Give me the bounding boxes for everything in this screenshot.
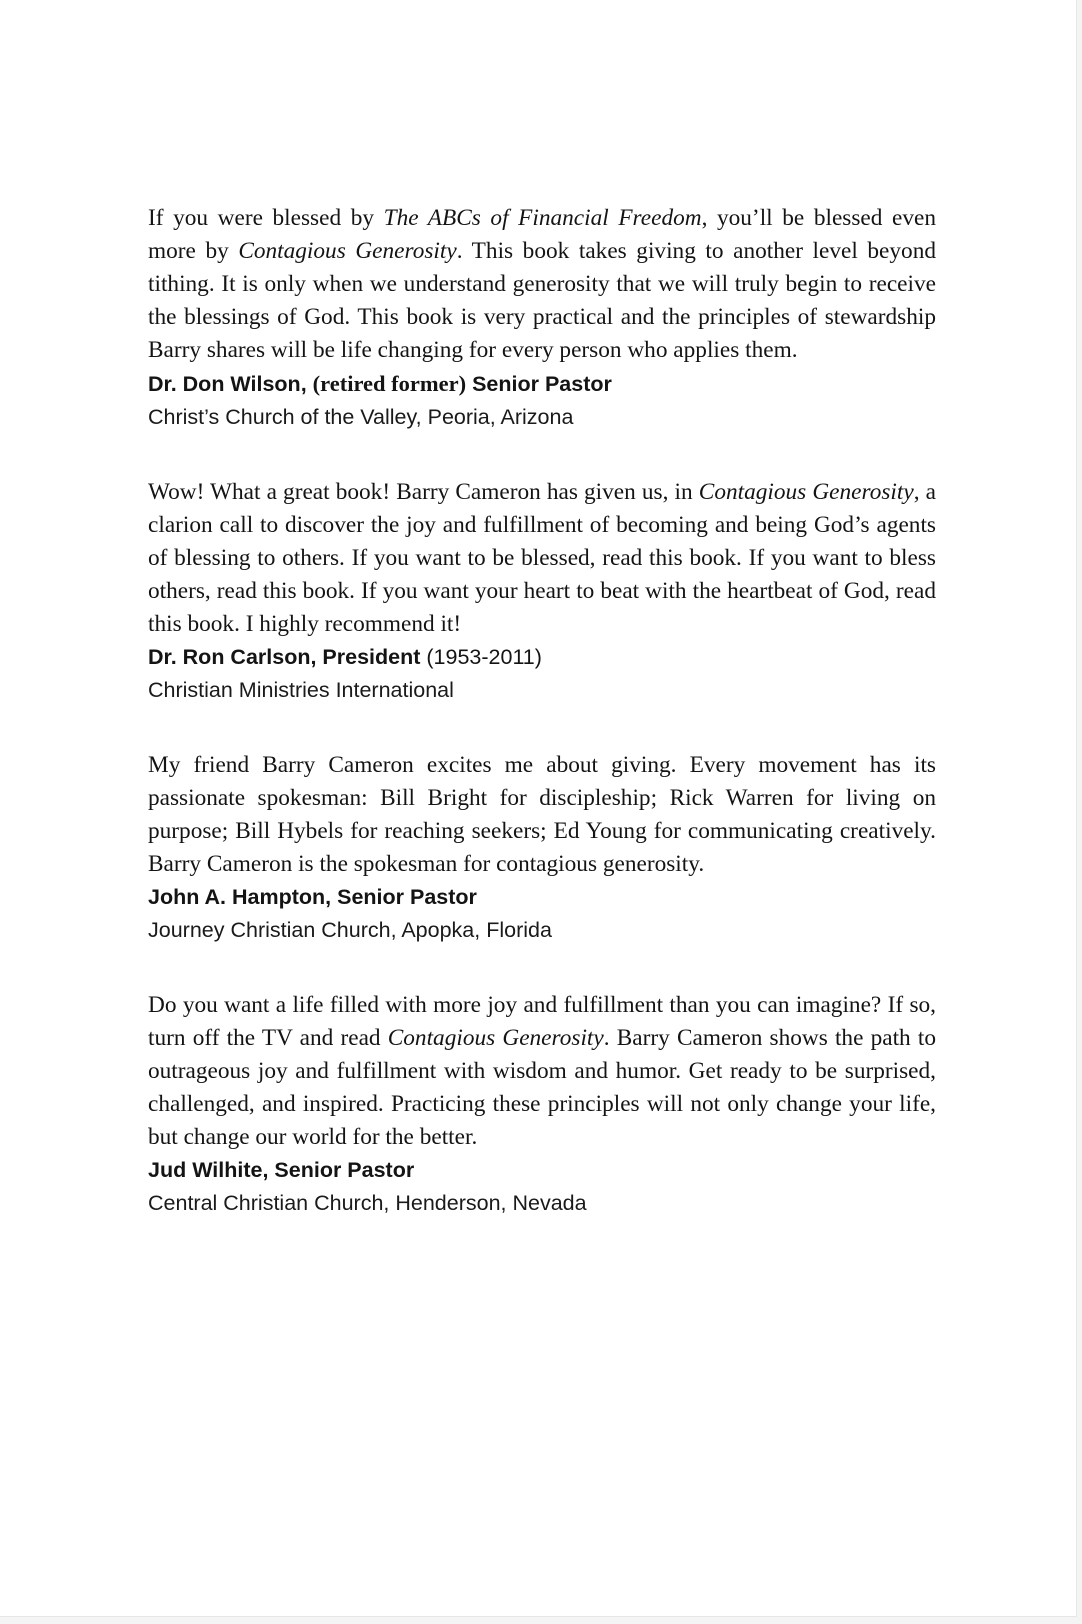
endorsement-hampton (148, 749, 936, 947)
endorsement-quote: My friend Barry Cameron excites me about giving. Every movement has its passionate spokesman: Bill Bright for discipleship; Rick Warren for living on purpose; Bill Hybels for reaching seekers; Ed Young for communicating creatively. Barry Cameron is the spokesman for contagious generosity. (148, 752, 936, 877)
endorser-organization: Christian Ministries International (148, 678, 454, 702)
book-title-abcs: The ABCs of Financial Freedom (383, 205, 702, 231)
endorser-name: John A. Hampton, Senior Pastor (148, 885, 477, 909)
book-title: Contagious Generosity (698, 479, 914, 505)
endorsements-list (148, 202, 936, 1262)
endorsement-wilson (148, 202, 936, 434)
endorser-organization: Christ’s Church of the Valley, Peoria, Arizona (148, 405, 574, 429)
endorsement-wilhite (148, 989, 936, 1220)
endorser-name: Dr. Ron Carlson, President (1953-2011) (148, 645, 542, 669)
endorser-name: Dr. Don Wilson, (retired former) Senior Pastor (148, 371, 612, 396)
endorser-name: Jud Wilhite, Senior Pastor (148, 1158, 415, 1182)
endorsement-quote: Do you want a life filled with more joy and fulfillment than you can imagine? If so, turn off the TV and read Contagious Generosity. Barry Cameron shows the path to outrageous joy and fulfillment with wisdom and humor. Get ready to be surprised, challenged, and inspired. Practicing these principles will not only change your life, but change our world for the better. (148, 992, 937, 1150)
book-title: Contagious Generosity (238, 238, 457, 264)
endorsement-quote: Wow! What a great book! Barry Cameron has given us, in Contagious Generosity, a clarion call to discover the joy and fulfillment of becoming and being God’s agents of blessing to others. If you want to be blessed, read this book. If you want to bless others, read this book. If you want your heart to beat with the heartbeat of God, read this book. I highly recommend it! (148, 479, 936, 637)
book-title: Contagious Generosity (387, 1025, 604, 1051)
endorser-organization: Central Christian Church, Henderson, Nevada (148, 1191, 587, 1215)
endorser-organization: Journey Christian Church, Apopka, Florida (148, 918, 552, 942)
endorsement-carlson (148, 476, 936, 707)
endorsement-quote: If you were blessed by The ABCs of Financial Freedom, you’ll be blessed even more by Contagious Generosity. This book takes giving to another level beyond tithing. It is only when we understand generosity that we will truly begin to receive the blessings of God. This book is very practical and the principles of stewardship Barry shares will be life changing for every person who applies them. (148, 205, 936, 363)
